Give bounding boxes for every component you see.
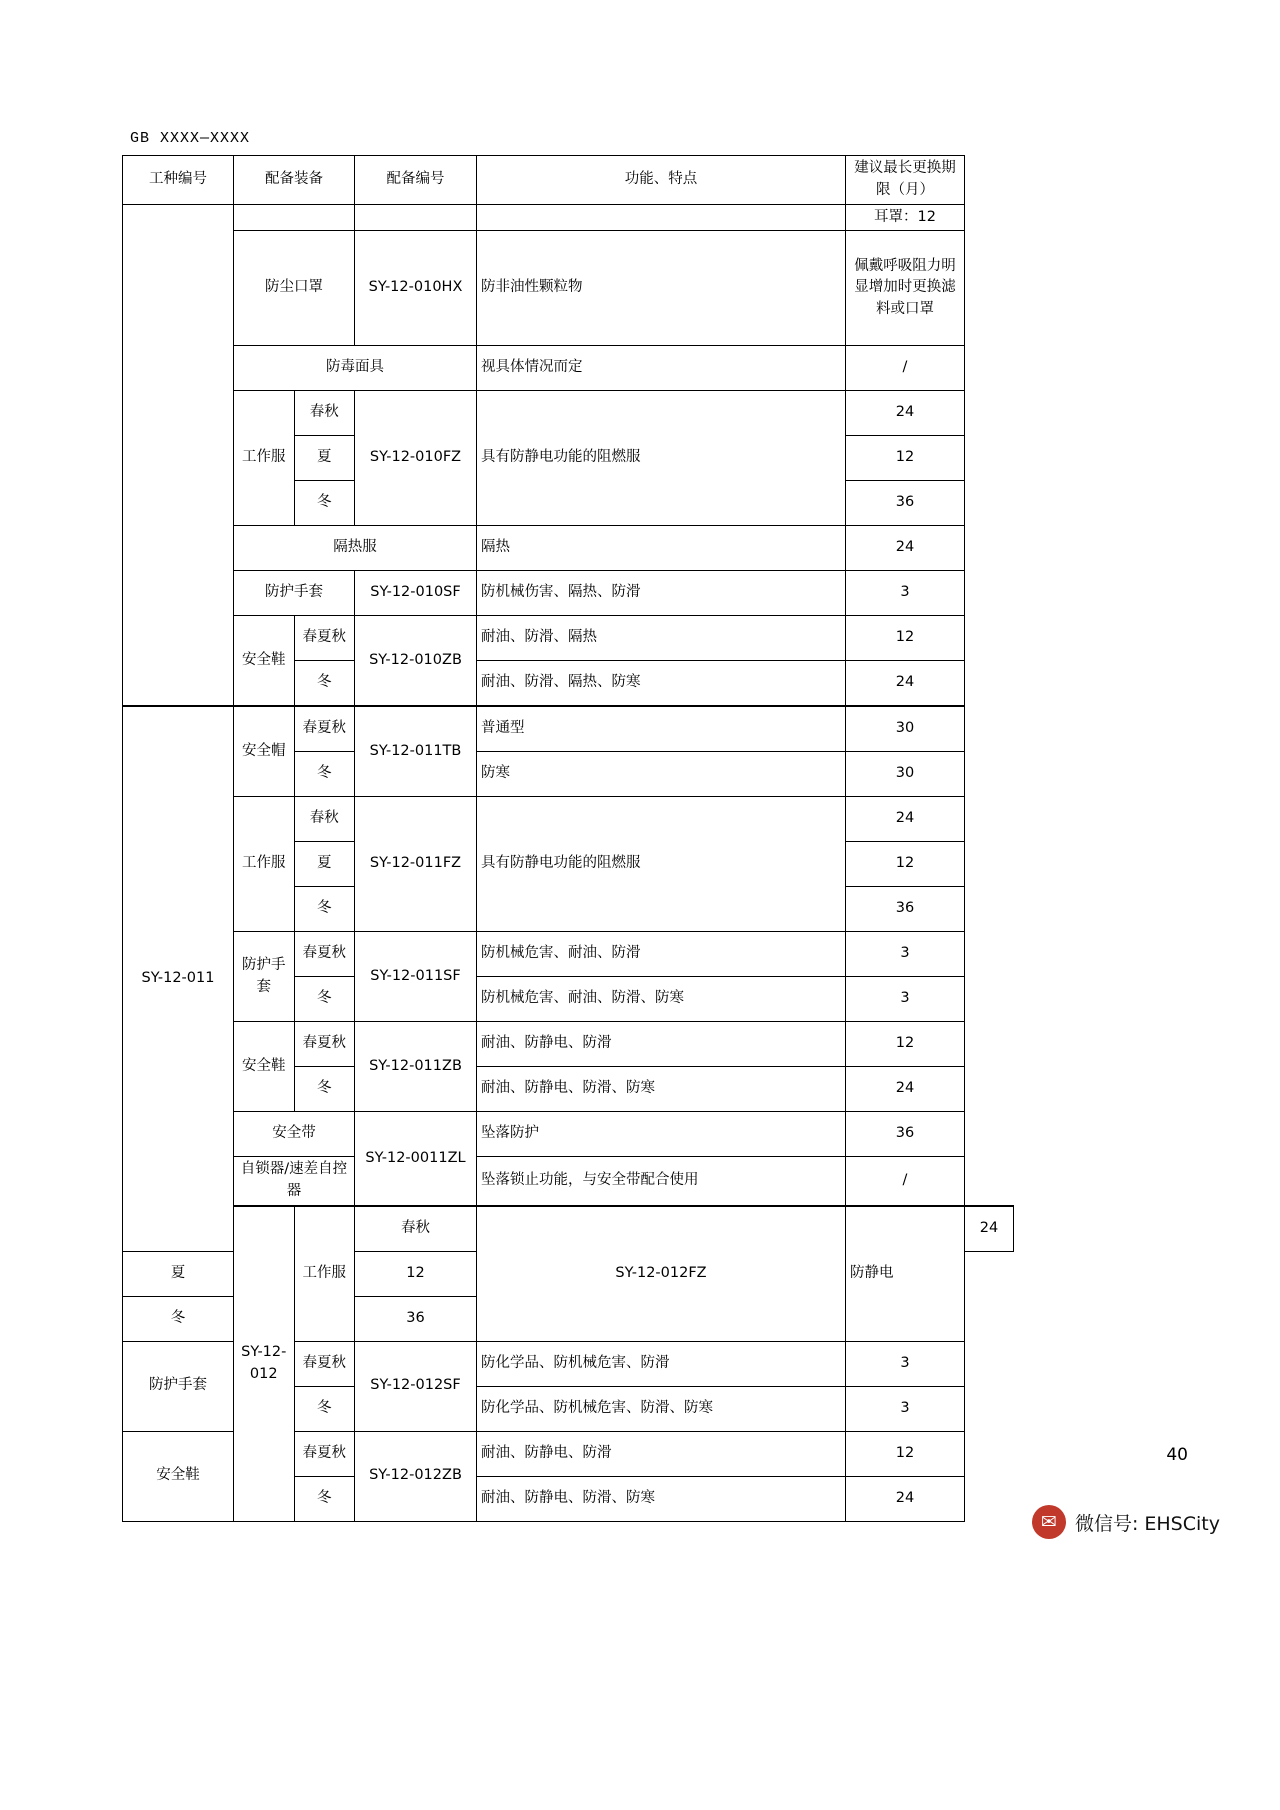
cell-period: 36 [846,481,965,526]
cell-function: 耐油、防静电、防滑 [477,1431,846,1476]
cell-equipment: 隔热服 [234,526,477,571]
cell-period: 3 [846,1341,965,1386]
cell-period: 12 [355,1251,477,1296]
cell-period: 3 [846,571,965,616]
cell-season: 春夏秋 [294,616,355,661]
cell-function: 防静电 [846,1206,965,1342]
cell-function: 防机械危害、耐油、防滑、防寒 [477,977,846,1022]
cell-equipment: 安全帽 [234,706,295,797]
table-head [123,156,1014,205]
wechat-glyph: ✉ [1040,1510,1057,1533]
cell-equipment: 工作服 [294,1206,355,1342]
header-job-code: 工种编号 [123,156,234,205]
cell-equipment: 自锁器/速差自控器 [234,1157,355,1206]
cell-season: 冬 [123,1296,234,1341]
cell-period: 24 [846,526,965,571]
table-row [123,1206,1014,1252]
table-row [123,1022,1014,1067]
cell-function: 具有防静电功能的阻燃服 [477,797,846,932]
cell-function: 防化学品、防机械危害、防滑 [477,1341,846,1386]
cell-function: 耐油、防静电、防滑、防寒 [477,1476,846,1521]
cell-season: 春夏秋 [294,932,355,977]
cell-function: 防非油性颗粒物 [477,231,846,346]
cell-period: 24 [846,391,965,436]
cell-equipment-code: SY-12-010FZ [355,391,477,526]
cell-period: 3 [846,977,965,1022]
cell-season: 冬 [294,1476,355,1521]
cell-equipment: 防护手套 [123,1341,234,1431]
cell-equipment: 防护手套 [234,571,355,616]
cell-equipment: 安全鞋 [234,616,295,707]
cell-function: 坠落防护 [477,1112,846,1157]
cell-season: 冬 [294,661,355,707]
cell-season: 夏 [123,1251,234,1296]
cell-equipment-code: SY-12-012FZ [477,1206,846,1342]
cell-period: 30 [846,752,965,797]
cell-season: 春夏秋 [294,1341,355,1386]
cell-equipment-code: SY-12-012SF [355,1341,477,1431]
cell-function: 耐油、防静电、防滑、防寒 [477,1067,846,1112]
cell-equipment-code: SY-12-010SF [355,571,477,616]
cell-equipment: 安全带 [234,1112,355,1157]
table-body [123,204,1014,1521]
table-row [123,231,1014,346]
table-row [123,616,1014,661]
table-row [123,797,1014,842]
cell-period: / [846,1157,965,1206]
cell-season: 冬 [294,1067,355,1112]
cell-function: 具有防静电功能的阻燃服 [477,391,846,526]
header-equipment-code: 配备编号 [355,156,477,205]
cell-season: 冬 [294,977,355,1022]
cell-period: 24 [846,661,965,707]
cell-period: 24 [846,797,965,842]
cell-period: 3 [846,1386,965,1431]
ppe-requirements-table [122,155,1014,1522]
cell-function: 防化学品、防机械危害、防滑、防寒 [477,1386,846,1431]
header-period: 建议最长更换期限（月） [846,156,965,205]
footer-brand [1032,1505,1220,1539]
cell-equipment-code: SY-12-0011ZL [355,1112,477,1206]
table-row [123,204,1014,231]
cell-function: 耐油、防滑、隔热、防寒 [477,661,846,707]
table-row [123,526,1014,571]
cell-equipment [234,204,355,231]
cell-equipment: 防毒面具 [234,346,477,391]
cell-season: 春夏秋 [294,1431,355,1476]
cell-season: 春秋 [355,1206,477,1252]
cell-equipment: 防护手套 [234,932,295,1022]
table-header-row [123,156,1014,205]
cell-period: 24 [846,1067,965,1112]
cell-season: 春夏秋 [294,706,355,752]
table-row [123,391,1014,436]
cell-job-code [123,204,234,706]
cell-season: 冬 [294,1386,355,1431]
table-row [123,346,1014,391]
cell-period: 36 [355,1296,477,1341]
cell-season: 夏 [294,842,355,887]
cell-function: 隔热 [477,526,846,571]
cell-equipment-code: SY-12-010ZB [355,616,477,707]
cell-season: 春夏秋 [294,1022,355,1067]
cell-period: 耳罩：12 [846,204,965,231]
cell-function: 坠落锁止功能，与安全带配合使用 [477,1157,846,1206]
cell-period: / [846,346,965,391]
cell-season: 春秋 [294,797,355,842]
cell-period: 12 [846,1022,965,1067]
cell-period: 30 [846,706,965,752]
standard-code-header: GB XXXX—XXXX [130,130,251,147]
table-row [123,706,1014,752]
cell-period: 佩戴呼吸阻力明显增加时更换滤料或口罩 [846,231,965,346]
cell-job-code: SY-12-011 [123,706,234,1251]
cell-season: 春秋 [294,391,355,436]
cell-function: 耐油、防静电、防滑 [477,1022,846,1067]
cell-period: 12 [846,1431,965,1476]
cell-function: 防机械伤害、隔热、防滑 [477,571,846,616]
cell-function: 普通型 [477,706,846,752]
table-row [123,571,1014,616]
cell-function: 防机械危害、耐油、防滑 [477,932,846,977]
cell-equipment-code: SY-12-011SF [355,932,477,1022]
wechat-icon [1032,1505,1066,1539]
cell-function: 耐油、防滑、隔热 [477,616,846,661]
cell-equipment-code: SY-12-011ZB [355,1022,477,1112]
cell-period: 36 [846,887,965,932]
cell-season: 冬 [294,752,355,797]
cell-equipment: 防尘口罩 [234,231,355,346]
cell-period: 36 [846,1112,965,1157]
cell-equipment-code [355,204,477,231]
table-row [123,1157,1014,1206]
cell-period: 12 [846,842,965,887]
cell-period: 3 [846,932,965,977]
cell-function: 防寒 [477,752,846,797]
cell-equipment: 工作服 [234,391,295,526]
cell-season: 冬 [294,481,355,526]
cell-equipment-code: SY-12-011TB [355,706,477,797]
cell-equipment-code: SY-12-011FZ [355,797,477,932]
cell-function [477,204,846,231]
cell-job-code: SY-12-012 [234,1206,295,1522]
cell-function: 视具体情况而定 [477,346,846,391]
table-row [123,1112,1014,1157]
cell-period: 12 [846,436,965,481]
footer-brand-text: 微信号: EHSCity [1074,1512,1220,1535]
cell-equipment: 工作服 [234,797,295,932]
cell-equipment: 安全鞋 [234,1022,295,1112]
page-number: 40 [1166,1445,1188,1465]
cell-equipment-code: SY-12-010HX [355,231,477,346]
table-row [123,932,1014,977]
header-equipment: 配备装备 [234,156,355,205]
header-function: 功能、特点 [477,156,846,205]
cell-period: 12 [846,616,965,661]
cell-equipment: 安全鞋 [123,1431,234,1521]
cell-period: 24 [965,1206,1014,1252]
cell-season: 夏 [294,436,355,481]
cell-equipment-code: SY-12-012ZB [355,1431,477,1521]
cell-period: 24 [846,1476,965,1521]
cell-season: 冬 [294,887,355,932]
